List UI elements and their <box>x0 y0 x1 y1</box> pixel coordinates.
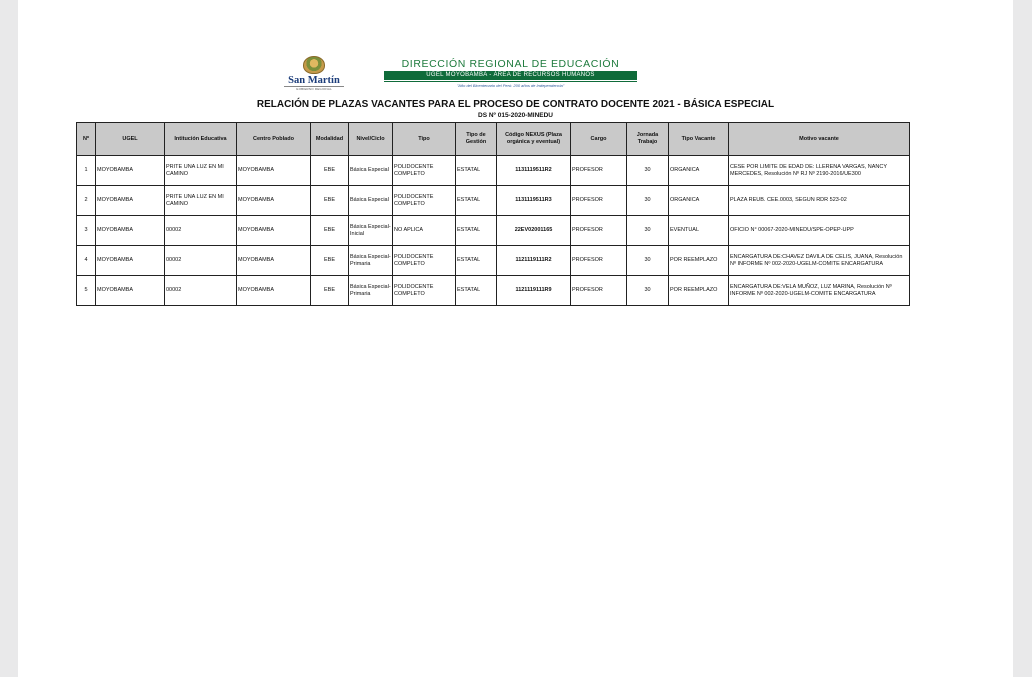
table-cell: 1131119511R2 <box>497 156 571 186</box>
table-cell: PRITE UNA LUZ EN MI CAMINO <box>165 156 237 186</box>
table-cell: Básica Especial-Inicial <box>349 216 393 246</box>
table-row <box>77 246 910 276</box>
column-header: Jornada Trabajo <box>627 123 669 156</box>
table-cell: 00002 <box>165 276 237 306</box>
table-cell: OFICIO N° 00067-2020-MINEDU/SPE-OPEP-UPP <box>729 216 910 246</box>
table-cell: 1 <box>77 156 96 186</box>
san-martin-logo <box>268 56 360 94</box>
table-cell: POLIDOCENTE COMPLETO <box>393 156 456 186</box>
table-cell: MOYOBAMBA <box>237 186 311 216</box>
table-cell: 4 <box>77 246 96 276</box>
table-cell: 1121119111R9 <box>497 276 571 306</box>
table-cell: ENCARGATURA DE:VELA MUÑOZ, LUZ MARINA, Resolución Nº INFORME Nº 002-2020-UGELM-COMITE ENCARGATURA <box>729 276 910 306</box>
table-cell: 30 <box>627 156 669 186</box>
table-cell: 3 <box>77 216 96 246</box>
table-cell: POLIDOCENTE COMPLETO <box>393 276 456 306</box>
column-header: Centro Poblado <box>237 123 311 156</box>
table-cell: MOYOBAMBA <box>237 276 311 306</box>
table-cell: NO APLICA <box>393 216 456 246</box>
table-cell: ORGANICA <box>669 186 729 216</box>
table-cell: 1121119111R2 <box>497 246 571 276</box>
table-cell: EBE <box>311 216 349 246</box>
document-subtitle: DS Nº 015-2020-MINEDU <box>478 112 553 119</box>
column-header: Tipo <box>393 123 456 156</box>
table-cell: ORGANICA <box>669 156 729 186</box>
table-cell: EBE <box>311 276 349 306</box>
table-cell: POR REEMPLAZO <box>669 246 729 276</box>
table-cell: PROFESOR <box>571 156 627 186</box>
column-header: UGEL <box>96 123 165 156</box>
table-cell: Básica Especial-Primaria <box>349 276 393 306</box>
table-cell: 2 <box>77 186 96 216</box>
table-cell: 30 <box>627 246 669 276</box>
table-cell: 30 <box>627 276 669 306</box>
table-cell: EBE <box>311 246 349 276</box>
table-cell: MOYOBAMBA <box>96 156 165 186</box>
table-header-row <box>77 123 910 156</box>
table-cell: EVENTUAL <box>669 216 729 246</box>
dre-motto: "Año del Bicentenario del Perú: 200 años de Independencia" <box>384 81 637 89</box>
table-cell: 5 <box>77 276 96 306</box>
table-cell: MOYOBAMBA <box>237 246 311 276</box>
column-header: Tipo Vacante <box>669 123 729 156</box>
table-cell: CESE POR LIMITE DE EDAD DE: LLERENA VARGAS, NANCY MERCEDES, Resolución Nº RJ Nº 2190-2016/UE300 <box>729 156 910 186</box>
table-cell: PROFESOR <box>571 276 627 306</box>
vacancies-table <box>76 122 910 306</box>
table-cell: PROFESOR <box>571 246 627 276</box>
dre-department-bar: UGEL MOYOBAMBA - ÁREA DE RECURSOS HUMANOS <box>384 71 637 80</box>
dre-banner <box>384 58 637 89</box>
column-header: Motivo vacante <box>729 123 910 156</box>
table-cell: ESTATAL <box>456 186 497 216</box>
table-cell: POLIDOCENTE COMPLETO <box>393 186 456 216</box>
column-header: Código NEXUS (Plaza orgánica y eventual) <box>497 123 571 156</box>
table-cell: MOYOBAMBA <box>96 216 165 246</box>
column-header: Modalidad <box>311 123 349 156</box>
document-page <box>18 0 1013 677</box>
table-cell: 00002 <box>165 216 237 246</box>
table-row <box>77 186 910 216</box>
column-header: Nivel/Ciclo <box>349 123 393 156</box>
document-title: RELACIÓN DE PLAZAS VACANTES PARA EL PROCESO DE CONTRATO DOCENTE 2021 - BÁSICA ESPECIAL <box>256 98 775 110</box>
regional-emblem-icon <box>303 56 325 74</box>
table-cell: ESTATAL <box>456 156 497 186</box>
table-cell: ESTATAL <box>456 216 497 246</box>
table-cell: MOYOBAMBA <box>237 216 311 246</box>
table-cell: MOYOBAMBA <box>237 156 311 186</box>
table-cell: PROFESOR <box>571 216 627 246</box>
table-cell: MOYOBAMBA <box>96 186 165 216</box>
table-cell: 30 <box>627 186 669 216</box>
table-cell: Básica Especial <box>349 186 393 216</box>
logo-name: San Martín <box>288 75 340 86</box>
table-cell: EBE <box>311 156 349 186</box>
table-cell: 00002 <box>165 246 237 276</box>
letterhead <box>268 56 638 96</box>
table-cell: Básica Especial <box>349 156 393 186</box>
column-header: Tipo de Gestión <box>456 123 497 156</box>
table-cell: 30 <box>627 216 669 246</box>
column-header: Cargo <box>571 123 627 156</box>
column-header: Intitución Educativa <box>165 123 237 156</box>
table-cell: MOYOBAMBA <box>96 246 165 276</box>
column-header: Nº <box>77 123 96 156</box>
table-cell: PRITE UNA LUZ EN MI CAMINO <box>165 186 237 216</box>
dre-title: DIRECCIÓN REGIONAL DE EDUCACIÓN <box>401 58 620 70</box>
table-cell: POLIDOCENTE COMPLETO <box>393 246 456 276</box>
table-cell: 22EV02001165 <box>497 216 571 246</box>
table-cell: MOYOBAMBA <box>96 276 165 306</box>
table-cell: ESTATAL <box>456 246 497 276</box>
logo-subtitle: GOBIERNO REGIONAL <box>284 86 344 91</box>
table-cell: POR REEMPLAZO <box>669 276 729 306</box>
table-cell: 1131119511R3 <box>497 186 571 216</box>
table-row <box>77 216 910 246</box>
table-cell: EBE <box>311 186 349 216</box>
table-cell: PROFESOR <box>571 186 627 216</box>
table-row <box>77 276 910 306</box>
table-row <box>77 156 910 186</box>
table-cell: ENCARGATURA DE:CHAVEZ DAVILA DE CELIS, JUANA, Resolución Nº INFORME Nº 002-2020-UGELM-COMITE ENCARGATURA <box>729 246 910 276</box>
table-cell: Básica Especial-Primaria <box>349 246 393 276</box>
table-cell: ESTATAL <box>456 276 497 306</box>
table-cell: PLAZA REUB. CEE.0003, SEGUN RDR 523-02 <box>729 186 910 216</box>
